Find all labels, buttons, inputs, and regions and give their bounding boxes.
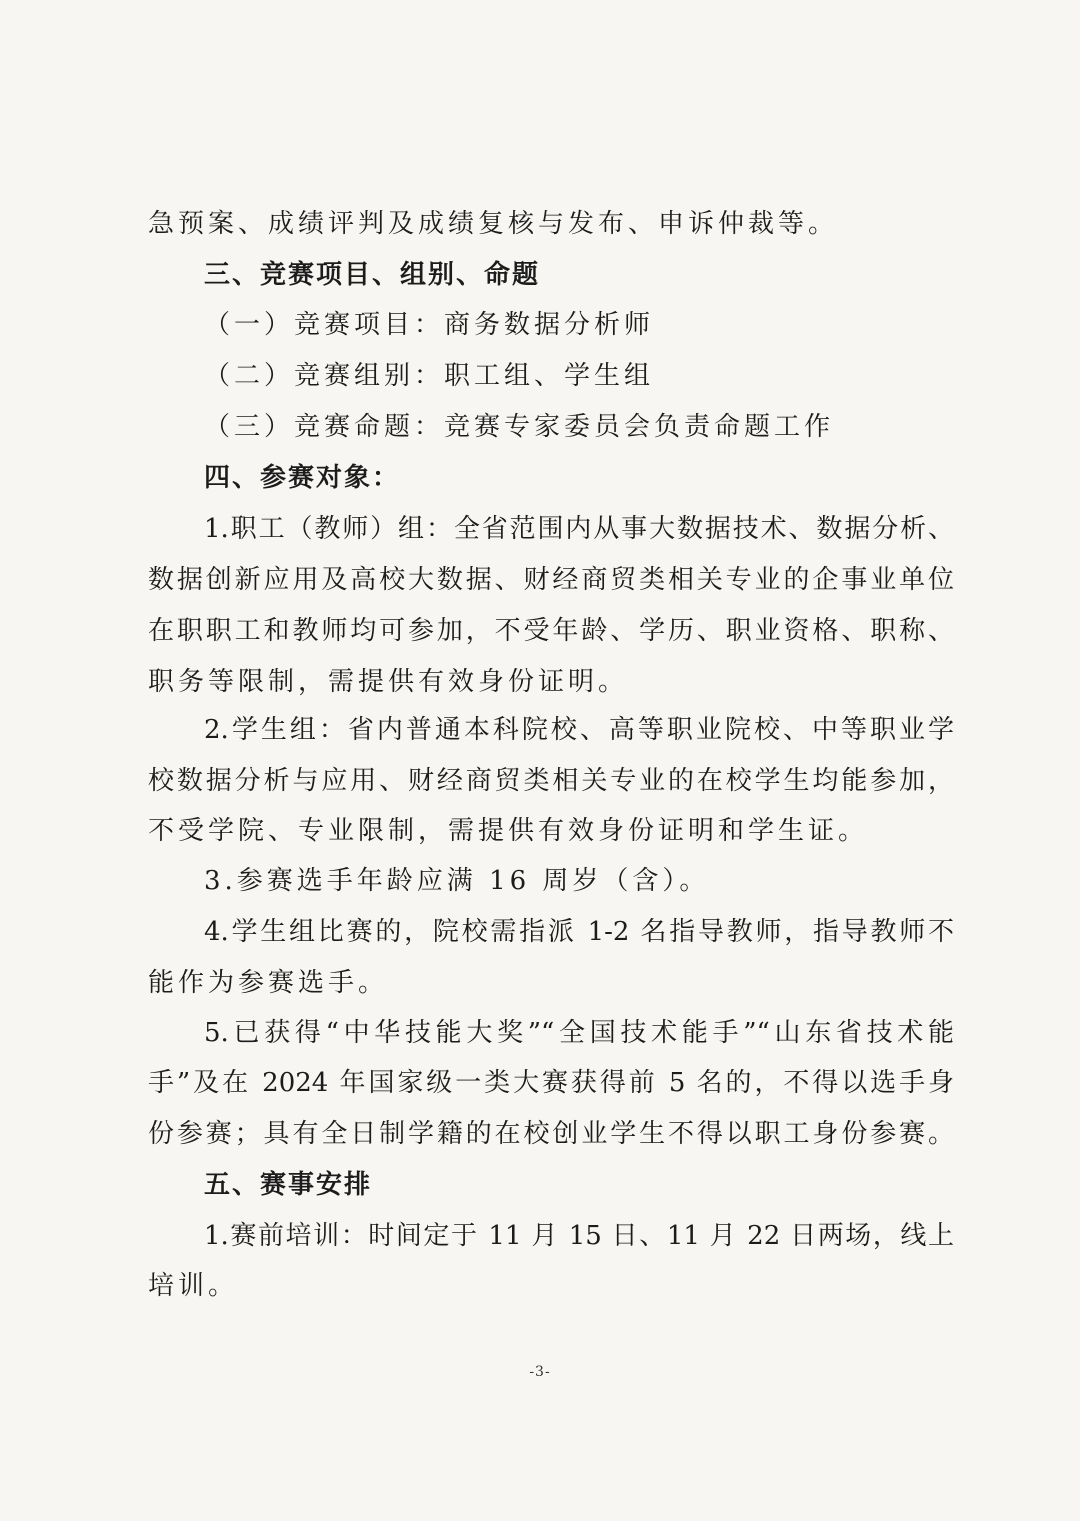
paragraph-line: 数据创新应用及高校大数据、财经商贸类相关专业的企事业单位 bbox=[148, 565, 954, 595]
section-heading-4: 四、参赛对象： bbox=[204, 463, 401, 493]
paragraph-line: 不受学院、专业限制，需提供有效身份证明和学生证。 bbox=[148, 816, 869, 846]
paragraph-line: 份参赛；具有全日制学籍的在校创业学生不得以职工身份参赛。 bbox=[148, 1119, 954, 1149]
paragraph-line: 5.已获得“中华技能大奖”“全国技术能手”“山东省技术能 bbox=[204, 1018, 954, 1048]
paragraph-line: 2.学生组：省内普通本科院校、高等职业院校、中等职业学 bbox=[204, 715, 954, 745]
section-heading-3: 三、竞赛项目、组别、命题 bbox=[204, 260, 541, 290]
list-item: （二）竞赛组别：职工组、学生组 bbox=[204, 361, 655, 391]
list-item: （一）竞赛项目：商务数据分析师 bbox=[204, 310, 655, 340]
paragraph-line: 在职职工和教师均可参加，不受年龄、学历、职业资格、职称、 bbox=[148, 616, 954, 646]
page-number: -3- bbox=[529, 1364, 551, 1380]
paragraph-line: 职务等限制，需提供有效身份证明。 bbox=[148, 667, 629, 697]
list-item: （三）竞赛命题：竞赛专家委员会负责命题工作 bbox=[204, 412, 835, 442]
paragraph-line: 能作为参赛选手。 bbox=[148, 968, 389, 998]
paragraph-line: 校数据分析与应用、财经商贸类相关专业的在校学生均能参加， bbox=[148, 766, 954, 796]
paragraph-line: 培训。 bbox=[148, 1271, 239, 1301]
paragraph-line: 3.参赛选手年龄应满 16 周岁（含）。 bbox=[204, 866, 710, 896]
section-heading-5: 五、赛事安排 bbox=[204, 1170, 373, 1200]
paragraph-line: 4.学生组比赛的，院校需指派 1-2 名指导教师，指导教师不 bbox=[204, 917, 954, 947]
paragraph-line: 手”及在 2024 年国家级一类大赛获得前 5 名的，不得以选手身 bbox=[148, 1068, 954, 1098]
paragraph-line: 急预案、成绩评判及成绩复核与发布、申诉仲裁等。 bbox=[148, 209, 839, 239]
paragraph-line: 1.职工（教师）组：全省范围内从事大数据技术、数据分析、 bbox=[204, 514, 954, 544]
paragraph-line: 1.赛前培训：时间定于 11 月 15 日、11 月 22 日两场，线上 bbox=[204, 1221, 954, 1251]
